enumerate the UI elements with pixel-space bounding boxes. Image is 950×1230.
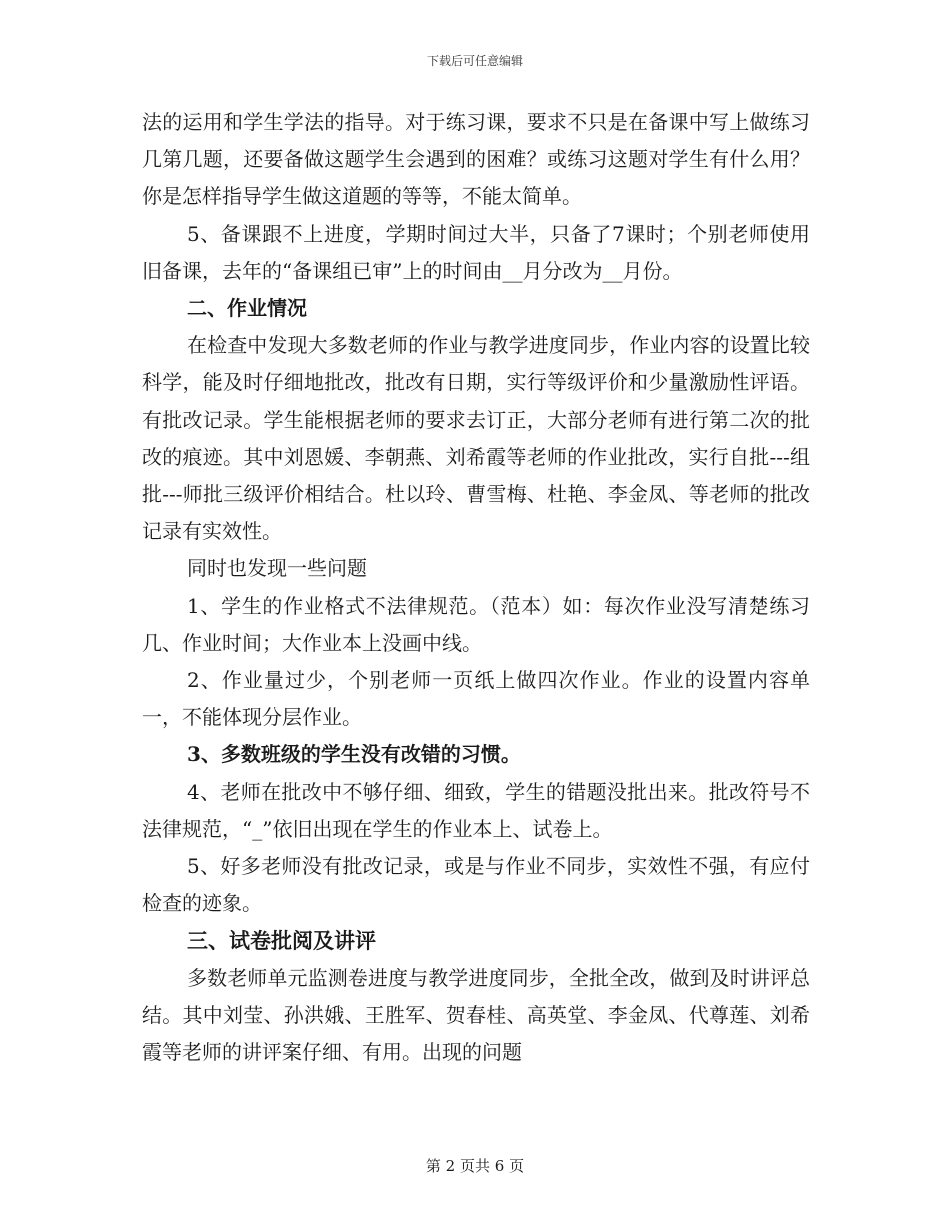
paragraph-problem-2: 2、作业量过少，个别老师一页纸上做四次作业。作业的设置内容单一，不能体现分层作业。	[142, 668, 810, 730]
section-heading-homework: 二、作业情况	[187, 296, 307, 321]
paragraph-problem-1: 1、学生的作业格式不法律规范。（范本）如：每次作业没写清楚练习几、作业时间；大作业本上没画中线。	[142, 593, 810, 655]
paragraph-problems-intro: 同时也发现一些问题	[187, 556, 367, 581]
document-body	[142, 104, 810, 1071]
page-header-note: 下载后可任意编辑	[426, 54, 523, 68]
section-heading-exam-review: 三、试卷批阅及讲评	[187, 928, 376, 954]
paragraph-problem-5: 5、好多老师没有批改记录，或是与作业不同步，实效性不强，有应付检查的迹象。	[142, 854, 810, 916]
paragraph-prep-progress-issue: 5、备课跟不上进度，学期时间过大半，只备了7课时；个别老师使用旧备课，去年的“备课组已审”上的时间由__月分改为__月份。	[142, 221, 810, 283]
paragraph-problem-3-bold: 3、多数班级的学生没有改错的习惯。	[187, 742, 521, 767]
paragraph-exam-review: 多数老师单元监测卷进度与教学进度同步，全批全改，做到及时讲评总结。其中刘莹、孙洪娥、王胜军、贺春桂、高英堂、李金凤、代尊莲、刘希霞等老师的讲评案仔细、有用。出现的问题	[142, 965, 810, 1065]
paragraph-lesson-prep-guidance: 法的运用和学生学法的指导。对于练习课，要求不只是在备课中写上做练习几第几题，还要备做这题学生会遇到的困难？或练习这题对学生有什么用？你是怎样指导学生做这道题的等等，不能太简单。	[142, 110, 810, 209]
paragraph-problem-4: 4、老师在批改中不够仔细、细致，学生的错题没批出来。批改符号不法律规范，“_”依旧出现在学生的作业本上、试卷上。	[142, 779, 810, 841]
paragraph-homework-findings: 在检查中发现大多数老师的作业与教学进度同步，作业内容的设置比较科学，能及时仔细地批改，批改有日期，实行等级评价和少量激励性评语。有批改记录。学生能根据老师的要求去订正，大部分老师有进行第二次的批改的痕迹。其中刘恩媛、李朝燕、刘希霞等老师的作业批改，实行自批---组批---师批三级评价相结合。杜以玲、曹雪梅、杜艳、李金凤、等老师的批改记录有实效性。	[142, 333, 810, 544]
page-number-footer: 第 2 页共 6 页	[425, 1157, 525, 1175]
